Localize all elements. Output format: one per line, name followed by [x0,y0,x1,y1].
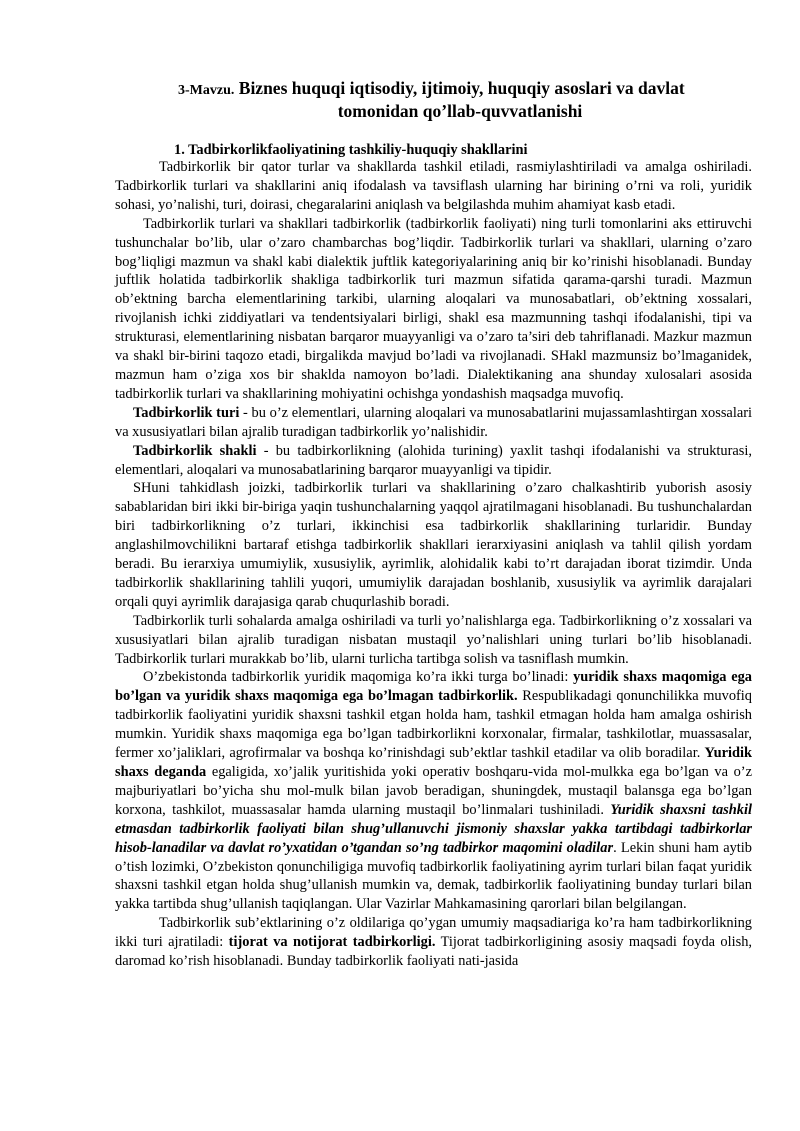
paragraph-8 [115,914,752,971]
bold-run: tijorat va notijorat tadbirkorligi. [228,934,436,951]
term-tadbirkorlik-shakli: Tadbirkorlik shakli [133,442,257,459]
paragraph-6: Tadbirkorlik turli sohalarda amalga oshiriladi va turli yo’nalishlarga ega. Tadbirkorlikning o’z xossalari va xususiyatlari bilan ajralib turadigan nisbatan mustaqil yo’nalishlari uning turlari bo’lib hisoblanadi. Tadbirkorlik turlari murakkab bo’lib, ularni turlicha tartibga solish va tasniflash mumkin. [115,612,752,667]
text-run: O’zbekistonda tadbirkorlik yuridik maqomiga ko’ra ikki turga bo’linadi: [143,669,574,686]
paragraph-definition-type [115,404,752,442]
paragraph-7 [115,668,752,914]
definition-text: - bu tadbirkorlikning (alohida turining) yaxlit tashqi ifodalanishi va strukturasi, elementlari, aloqalari va munosabatlarining barqaror muayyanligi va tipidir. [115,442,752,478]
paragraph-5: SHuni tahkidlash joizki, tadbirkorlik turlari va shakllarining o’zaro chalkashtirib yuborish asosiy sabablaridan biri ikki bir-biriga yaqin tushunchalarning yaqqol ajratilmagani hisoblanadi. Bu tushunchalardan biri tadbirkorlikning o’z turlari, ikkinchisi esa tadbirkorlik shakllarining turlaridir. Bunday anglashilmovchilikni bartaraf etishga tadbirkorlik shakllari ierarxiyasini aniqlash va tahlil qilish yordam beradi. Bu ierarxiya umumiylik, xususiylik, ayrimlik, alohidalik kabi to’rt darajadan iborat tizimdir. Unda tadbirkorlik shakllarining tahlili yuqori, umumiylik darajadan boshlanib, xususiylik va ayrimlik darajalari orqali quyi ayrimlik darajasiga qarab chuqurlashib boradi. [115,480,752,610]
title-line-1: Biznes huquqi iqtisodiy, ijtimoiy, huquqiy asoslari va davlat [238,78,685,98]
paragraph-definition-form [115,442,752,480]
document-body [115,158,752,971]
text-run: . Lekin shuni ham aytib o’tish lozimki, O’zbekiston qonunchiligiga muvofiq tadbirkorlik faoliyatining ayrim turlari bilan faqat yuridik shaxsni tashkil etgan holda shug’ullanish mumkin va, demak, tadbirkorlik faoliyatining bunday turlari bilan yakka tartibda shug’ullanish taqiqlangan. Ular Vazirlar Mahkamasining qarorlari bilan belgilangan. [115,839,752,913]
topic-label: 3-Mavzu. [178,83,235,98]
bold-italic-run: Yuridik shaxsni tashkil etmasdan tadbirkorlik faoliyati bilan shug’ullanuvchi jismoniy shaxslar yakka tartibdagi tadbirkorlar hisob-lanadilar va davlat ro’yxatidan o’tgandan so’ng tadbirkor maqomini oladilar [115,801,752,856]
page-title [120,78,800,122]
definition-text: - bu o’z elementlari, ularning aloqalari va munosabatlarini mujassamlashtirgan xossalari va xususiyatlari bilan ajralib turadigan tadbirkorlik yo’nalishidir. [115,404,752,440]
term-tadbirkorlik-turi: Tadbirkorlik turi [133,404,240,421]
bold-run: yuridik shaxs maqomiga ega bo’lgan va yuridik shaxs maqomiga ega bo’lmagan tadbirkorlik. [115,669,753,705]
text-run: egaligida, xo’jalik yuritishida yoki operativ boshqaru-vida mol-mulkka ega bo’lgan va o’z majburiyatlari bo’yicha shu mol-mulk bilan javob beradigan, shuningdek, mustaqil balansga ega bo’lgan korxona, tashkilot, muassasalar hamda ularning mustaqil bo’linmalari tushiniladi. [115,764,752,818]
text-run: Tijorat tadbirkorligining asosiy maqsadi foyda olish, daromad ko’rish hisoblanadi. Bunday tadbirkorlik faoliyati nati-jasida [115,934,752,970]
text-run: Tadbirkorlik sub’ektlarining o’z oldilariga qo’ygan umumiy maqsadiariga ko’ra ham tadbirkorlikning ikki turi ajratiladi: [115,915,752,951]
title-line-2: tomonidan qo’llab-quvvatlanishi [337,101,583,121]
bold-run: Yuridik shaxs deganda [115,745,752,780]
section-heading: 1. Tadbirkorlikfaoliyatining tashkiliy-huquqiy shakllarini [174,142,528,158]
paragraph-1: Tadbirkorlik bir qator turlar va shakllarda tashkil etiladi, rasmiylashtiriladi va amalga oshiriladi. Tadbirkorlik turlari va shakllarini aniq ifodalash va tavsiflash ularning har birining o’rni va roli, yuridik sohasi, yo’nalishi, turi, doirasi, chegaralarini aniqlash va belgilashda muhim ahamiyat kasb etadi. [115,159,752,213]
text-run: Respublikadagi qonunchilikka muvofiq tadbirkorlik faoliyatini yuridik shaxsni tashkil etgan holda ham, tashkil etmagan holda ham amalga oshirish mumkin. Yuridik shaxs maqomiga ega bo’lgan tadbirkorlikni korxonalar, firmalar, tashkilotlar, muassasalar, fermer xo’jaliklari, agrofirmalar va boshqa ko’rinishdagi sub’ektlar tashkil etadilar va olib boradilar. [115,688,753,762]
paragraph-2: Tadbirkorlik turlari va shakllari tadbirkorlik (tadbirkorlik faoliyati) ning turli tomonlarini aks ettiruvchi tushunchalar bo’lib, ular o’zaro chambarchas bog’liqdir. Tadbirkorlik turlari va shakllari, ularning o’zaro bog’liqligi mazmun va shakl kabi dialektik juftlik kategoriyalarining aniq bir ko’rinishi hisoblanadi. Bunday juftlik holatida tadbirkorlik shakliga tadbirkorlik turi mazmun sifatida qarama-qarshi turadi. Mazmun ob’ektning barcha elementlarining tarkibi, ularning aloqalari va munosabatlari, ob’ektning xossalari, rivojlanish ichki ziddiyatlari va tendentsiyalari birligi, shakl esa mazmunning tashqi ifodalanishi, tipi va strukturasi, elementlarining nisbatan barqaror muayyanligi va o’zaro ta’siri deb tahriflanadi. Mazkur mazmun va shakl bir-birini taqozo etadi, birgalikda mavjud bo’ladi va rivojlanadi. SHakl mazmunsiz bo’lmaganidek, mazmun ham o’ziga xos bir shaklda namoyon bo’ladi. Dialektikaning ana shunday xulosalari asosida tadbirkorlik turlari va shakllarining mohiyatini ochishga yondashish maqsadga muvofiq. [115,215,752,402]
